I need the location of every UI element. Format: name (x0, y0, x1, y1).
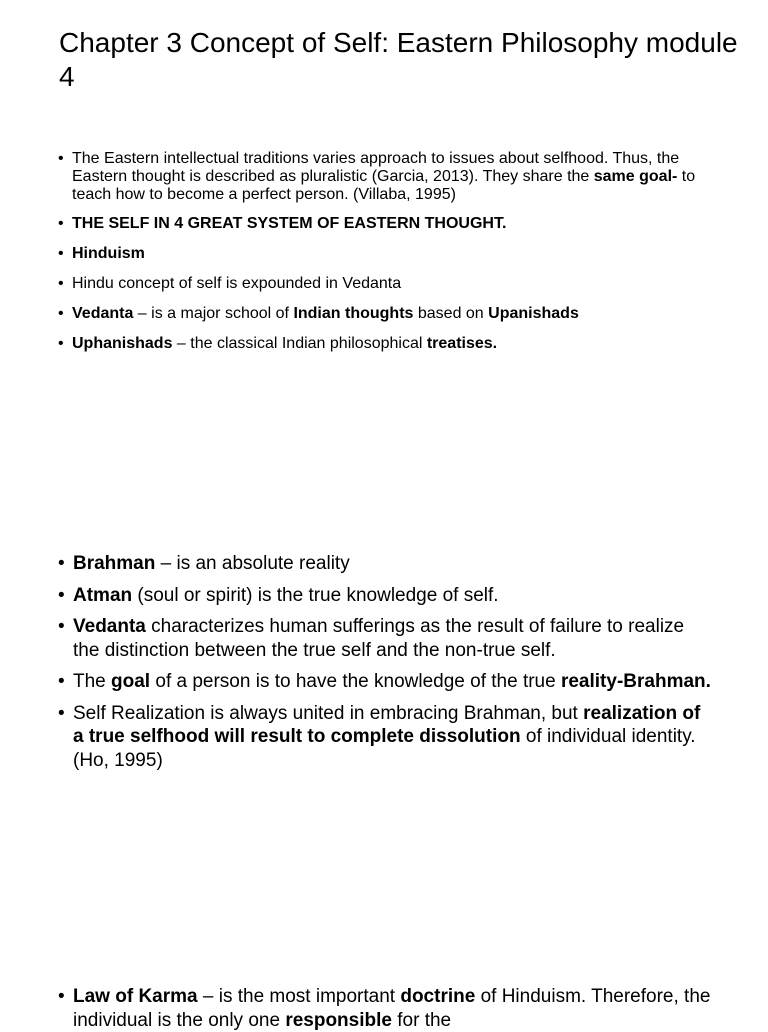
bullet-list-karma (58, 985, 713, 1032)
item-bold-text: Law of Karma (73, 986, 198, 1007)
section-heading: THE SELF IN 4 GREAT SYSTEM OF EASTERN THOUGHT. (72, 215, 507, 232)
bullet-list-eastern-thought (58, 150, 722, 365)
item-text: The (73, 671, 112, 692)
item-text: of individual identity. (Ho, 1995) (73, 726, 696, 771)
list-item (58, 215, 722, 233)
item-bold-text: doctrine (400, 986, 476, 1007)
item-text: for the (391, 1009, 452, 1031)
bullet-icon: • (58, 584, 65, 606)
item-text: – the classical Indian philosophical (172, 335, 427, 352)
list-item (58, 615, 713, 662)
item-text: of Hinduism. Therefore, the individual is the only one (73, 986, 711, 1031)
page-title: Chapter 3 Concept of Self: Eastern Philosophy module 4 (59, 27, 738, 92)
item-bold-text: Brahman (73, 553, 156, 574)
bullet-icon: • (58, 245, 64, 262)
bullet-icon: • (58, 215, 64, 232)
item-bold-text: Atman (73, 584, 133, 606)
item-text: Hindu concept of self is expounded in Vedanta (72, 275, 402, 292)
list-item (58, 150, 722, 204)
bullet-icon: • (58, 986, 65, 1007)
list-item (58, 245, 722, 263)
list-item (58, 702, 713, 773)
bullet-list-brahman (58, 552, 713, 780)
item-bold-text: Uphanishads (72, 335, 173, 352)
item-bold-text: Hinduism (72, 245, 145, 262)
list-item (58, 584, 713, 608)
item-text: (soul or spirit) is the true knowledge of self. (132, 584, 499, 606)
bullet-icon: • (58, 702, 65, 724)
item-bold-text: same goal- (593, 168, 678, 185)
bullet-icon: • (58, 616, 65, 637)
item-text: Self Realization is always united in embracing Brahman, but (73, 702, 584, 724)
item-text: The Eastern intellectual traditions varies approach to issues about selfhood. Thus, the Eastern thought is described as pluralistic (Garcia, 2013). They share the (72, 150, 680, 185)
item-text: – is an absolute reality (155, 553, 350, 574)
item-bold-text: Upanishads (488, 305, 579, 322)
item-text: – is the most important (197, 986, 401, 1007)
item-bold-text: realization of a true selfhood will result to complete dissolution (73, 702, 701, 747)
list-item (58, 985, 713, 1032)
list-item (58, 275, 722, 293)
item-bold-text: reality-Brahman. (560, 671, 711, 692)
item-text: to teach how to become a perfect person. (Villaba, 1995) (72, 168, 696, 203)
item-bold-text: Indian thoughts (293, 305, 414, 322)
bullet-icon: • (58, 150, 64, 167)
item-bold-text: goal (111, 671, 151, 692)
list-item (58, 670, 713, 694)
item-bold-text: Vedanta (72, 305, 134, 322)
bullet-icon: • (58, 305, 64, 322)
bullet-icon: • (58, 335, 64, 352)
item-text: – is a major school of (133, 305, 294, 322)
bullet-icon: • (58, 671, 65, 692)
item-bold-text: Vedanta (73, 616, 146, 637)
item-text: of a person is to have the knowledge of the true (150, 671, 561, 692)
list-item (58, 552, 713, 576)
item-bold-text: treatises. (426, 335, 498, 352)
item-text: characterizes human sufferings as the result of failure to realize the distinction between the true self and the non-true self. (73, 616, 685, 661)
list-item (58, 335, 722, 353)
bullet-icon: • (58, 275, 64, 292)
item-bold-text: responsible (285, 1009, 392, 1031)
list-item (58, 305, 722, 323)
bullet-icon: • (58, 553, 65, 574)
item-text: based on (413, 305, 489, 322)
